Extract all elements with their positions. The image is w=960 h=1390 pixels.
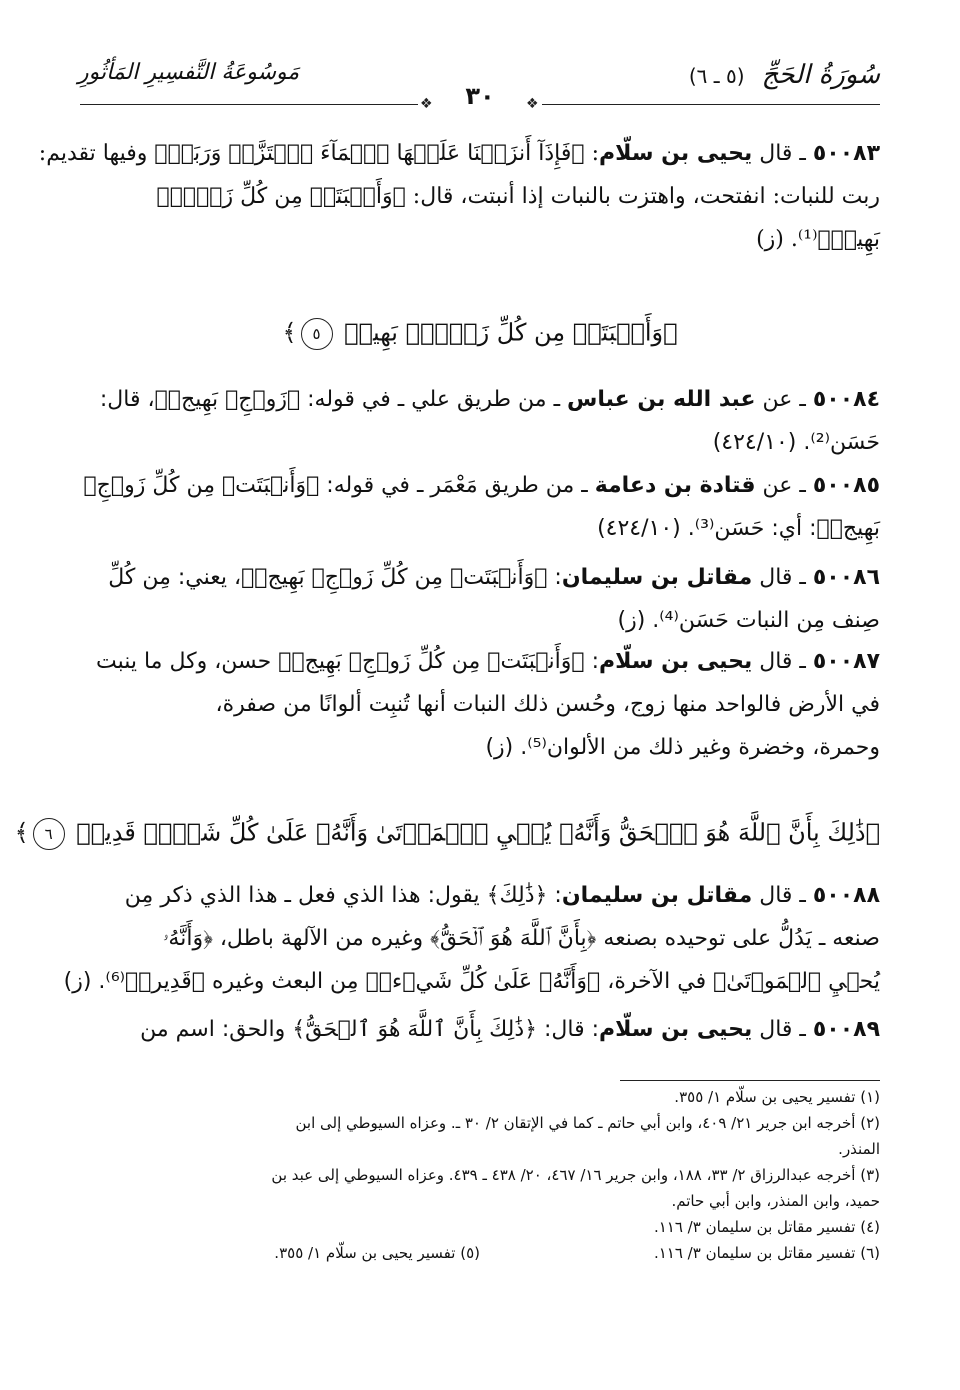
entry-number: ٥٠٠٨٤ — [812, 387, 880, 412]
entry-50089 — [80, 1008, 880, 1051]
entry-line — [80, 464, 880, 507]
entry-line: صنعه ـ يَدُلُّ على توحيده بصنعه ﴿بِأَنَّ ٱللَّهَ هُوَ ٱلۡحَقُّ﴾ وغيره من الآلهة باطل، ﴿وَأَنَّهُۥ — [162, 926, 880, 951]
text-fragment: ـ قال — [752, 649, 813, 674]
narrator-name: عبد الله بن عباس — [567, 387, 756, 412]
ayah-number-marker: ٥ — [301, 318, 333, 350]
entry-line — [80, 640, 880, 683]
footnote-4: (٤) تفسير مقاتل بن سليمان ٣/ ١١٦. — [653, 1218, 880, 1236]
entry-line: بَهِيجٖ﴾⁽¹⁾. (ز) — [756, 227, 880, 252]
narrator-name: يحيى بن سلّام — [599, 649, 753, 674]
text-fragment: ـ قال — [752, 565, 813, 590]
text-fragment: ـ من طريق مَعْمَر ـ في قوله: ﴿وَأَنۢبَتَتۡ مِن كُلِّ زَوۡجِۭ — [83, 473, 595, 498]
verse-heading-5 — [80, 318, 880, 350]
entry-50086 — [80, 556, 880, 642]
entry-line: صِنف مِن النبات حَسَن⁽⁴⁾. (ز) — [617, 608, 880, 633]
footnote-3: (٣) أخرجه عبدالرزاق ٢/ ٣٣، ١٨٨، وابن جرير ١٦/ ٤٦٧، ٢٠/ ٤٣٨ ـ ٤٣٩. وعزاه السيوطي إلى عبد بن — [271, 1166, 880, 1184]
entry-number: ٥٠٠٨٨ — [812, 883, 880, 908]
entry-line — [80, 874, 880, 917]
text-fragment: : قال: ﴿ذَٰلِكَ بِأَنَّ ٱللَّهَ هُوَ ٱلۡحَقُّ﴾ والحق: اسم من — [140, 1017, 600, 1042]
running-header-surah — [640, 60, 880, 100]
entry-50088 — [63, 874, 880, 1003]
entry-50084 — [80, 378, 880, 464]
page-number: ٣٠ — [465, 82, 495, 110]
verse-range: (٥ ـ ٦) — [688, 64, 745, 88]
ornament-icon: ❖ — [526, 96, 539, 112]
entry-line — [80, 378, 880, 421]
entry-50085 — [80, 464, 880, 550]
narrator-name: قتادة بن دعامة — [594, 473, 756, 498]
text-fragment: ـ قال — [752, 883, 813, 908]
text-fragment: : ﴿وَأَنۢبَتَتۡ مِن كُلِّ زَوۡجِۭ بَهِيجٖ﴾، يعني: مِن كُلِّ — [108, 565, 562, 590]
verse-text: ﴿ذَٰلِكَ بِأَنَّ ٱللَّهَ هُوَ ٱلۡحَقُّ وَأَنَّهُۥ يُحۡيِ ٱلۡمَوۡتَىٰ وَأَنَّهُۥ عَلَىٰ كُلِّ شَيۡءٖ قَدِيرٞ — [76, 818, 880, 847]
entry-line — [38, 132, 880, 175]
entry-number: ٥٠٠٨٥ — [812, 473, 880, 498]
header-rule-left — [80, 104, 418, 105]
narrator-name: يحيى بن سلّام — [599, 141, 753, 166]
text-fragment: ـ قال — [752, 141, 813, 166]
footnote-separator — [620, 1080, 880, 1081]
entry-number: ٥٠٠٨٩ — [812, 1017, 880, 1042]
footnote-2: (٢) أخرجه ابن جرير ٢١/ ٤٠٩، وابن أبي حاتم ـ كما في الإتقان ٢/ ٣٠ ـ. وعزاه السيوطي إلى ابن — [295, 1114, 880, 1132]
entry-50087 — [80, 640, 880, 769]
text-fragment: ـ عن — [755, 387, 813, 412]
footnote-2-cont: المنذر. — [838, 1140, 880, 1158]
entry-line: بَهِيجٖ﴾: أي: حَسَن⁽³⁾. (٤٢٤/١٠) — [597, 516, 880, 541]
footnote-3-cont: حميد، وابن المنذر، وابن أبي حاتم. — [671, 1192, 880, 1210]
entry-number: ٥٠٠٨٣ — [812, 141, 880, 166]
narrator-name: يحيى بن سلّام — [599, 1017, 753, 1042]
verse-close-bracket: ﴾ — [14, 818, 29, 847]
verse-heading-6 — [14, 818, 880, 850]
narrator-name: مقاتل بن سليمان — [561, 883, 753, 908]
footnote-1: (١) تفسير يحيى بن سلّام ١/ ٣٥٥. — [674, 1088, 880, 1106]
footnote-6: (٦) تفسير مقاتل بن سليمان ٣/ ١١٦. — [653, 1244, 880, 1262]
narrator-name: مقاتل بن سليمان — [561, 565, 753, 590]
verse-close-bracket: ﴾ — [282, 318, 297, 347]
text-fragment: ـ من طريق علي ـ في قوله: ﴿زَوۡجِۭ بَهِيجٖ﴾، قال: — [99, 387, 568, 412]
entry-line: وحمرة، وخضرة وغير ذلك من الألوان⁽⁵⁾. (ز) — [485, 735, 880, 760]
entry-50083 — [38, 132, 880, 261]
entry-number: ٥٠٠٨٧ — [812, 649, 880, 674]
header-rule-right — [542, 104, 880, 105]
entry-line — [80, 556, 880, 599]
entry-line: في الأرض فالواحد منها زوج، وحُسن ذلك النبات أنها تُنبِت ألوانًا من صفرة، — [215, 692, 880, 717]
entry-line: يُحۡيِ ٱلۡمَوۡتَىٰ﴾ في الآخرة، ﴿وَأَنَّهُۥ عَلَىٰ كُلِّ شَيۡءٖ﴾ مِن البعث وغيره ﴿قَدِيرٞ﴾⁽⁶⁾. (ز) — [63, 969, 880, 994]
footnotes — [80, 1084, 880, 1266]
verse-text: ﴿وَأَنۢبَتَتۡ مِن كُلِّ زَوۡجِۭ بَهِيجٖ — [344, 318, 678, 347]
text-fragment: : ﴿وَأَنۢبَتَتۡ مِن كُلِّ زَوۡجِۭ بَهِيجٖ﴾ حسن، وكل ما ينبت — [95, 649, 600, 674]
text-fragment: : ﴿ذَٰلِكَ﴾ يقول: هذا الذي فعل ـ هذا الذي ذكر مِن — [124, 883, 562, 908]
text-fragment: ـ قال — [752, 1017, 813, 1042]
footnote-5: (٥) تفسير يحيى بن سلّام ١/ ٣٥٥. — [274, 1244, 480, 1262]
surah-title: سُورَةُ الحَجِّ — [761, 60, 880, 90]
entry-number: ٥٠٠٨٦ — [812, 565, 880, 590]
book-title: مَوسُوعَةُ التَّفسِيرِ المَأثُورِ — [78, 60, 300, 85]
ornament-icon: ❖ — [420, 96, 433, 112]
entry-line: ربت للنبات: انفتحت، واهتزت بالنبات إذا أنبتت، قال: ﴿وَأَنۢبَتَتۡ مِن كُلِّ زَوۡجِۭ — [156, 184, 880, 209]
ayah-number-marker: ٦ — [33, 818, 65, 850]
entry-line — [80, 1008, 880, 1051]
entry-line: حَسَن⁽²⁾. (٤٢٤/١٠) — [712, 430, 880, 455]
text-fragment: : ﴿فَإِذَآ أَنزَلۡنَا عَلَيۡهَا ٱلۡمَآءَ ٱهۡتَزَّتۡ وَرَبَتۡ﴾ وفيها تقديم: — [38, 141, 600, 166]
text-fragment: ـ عن — [755, 473, 813, 498]
